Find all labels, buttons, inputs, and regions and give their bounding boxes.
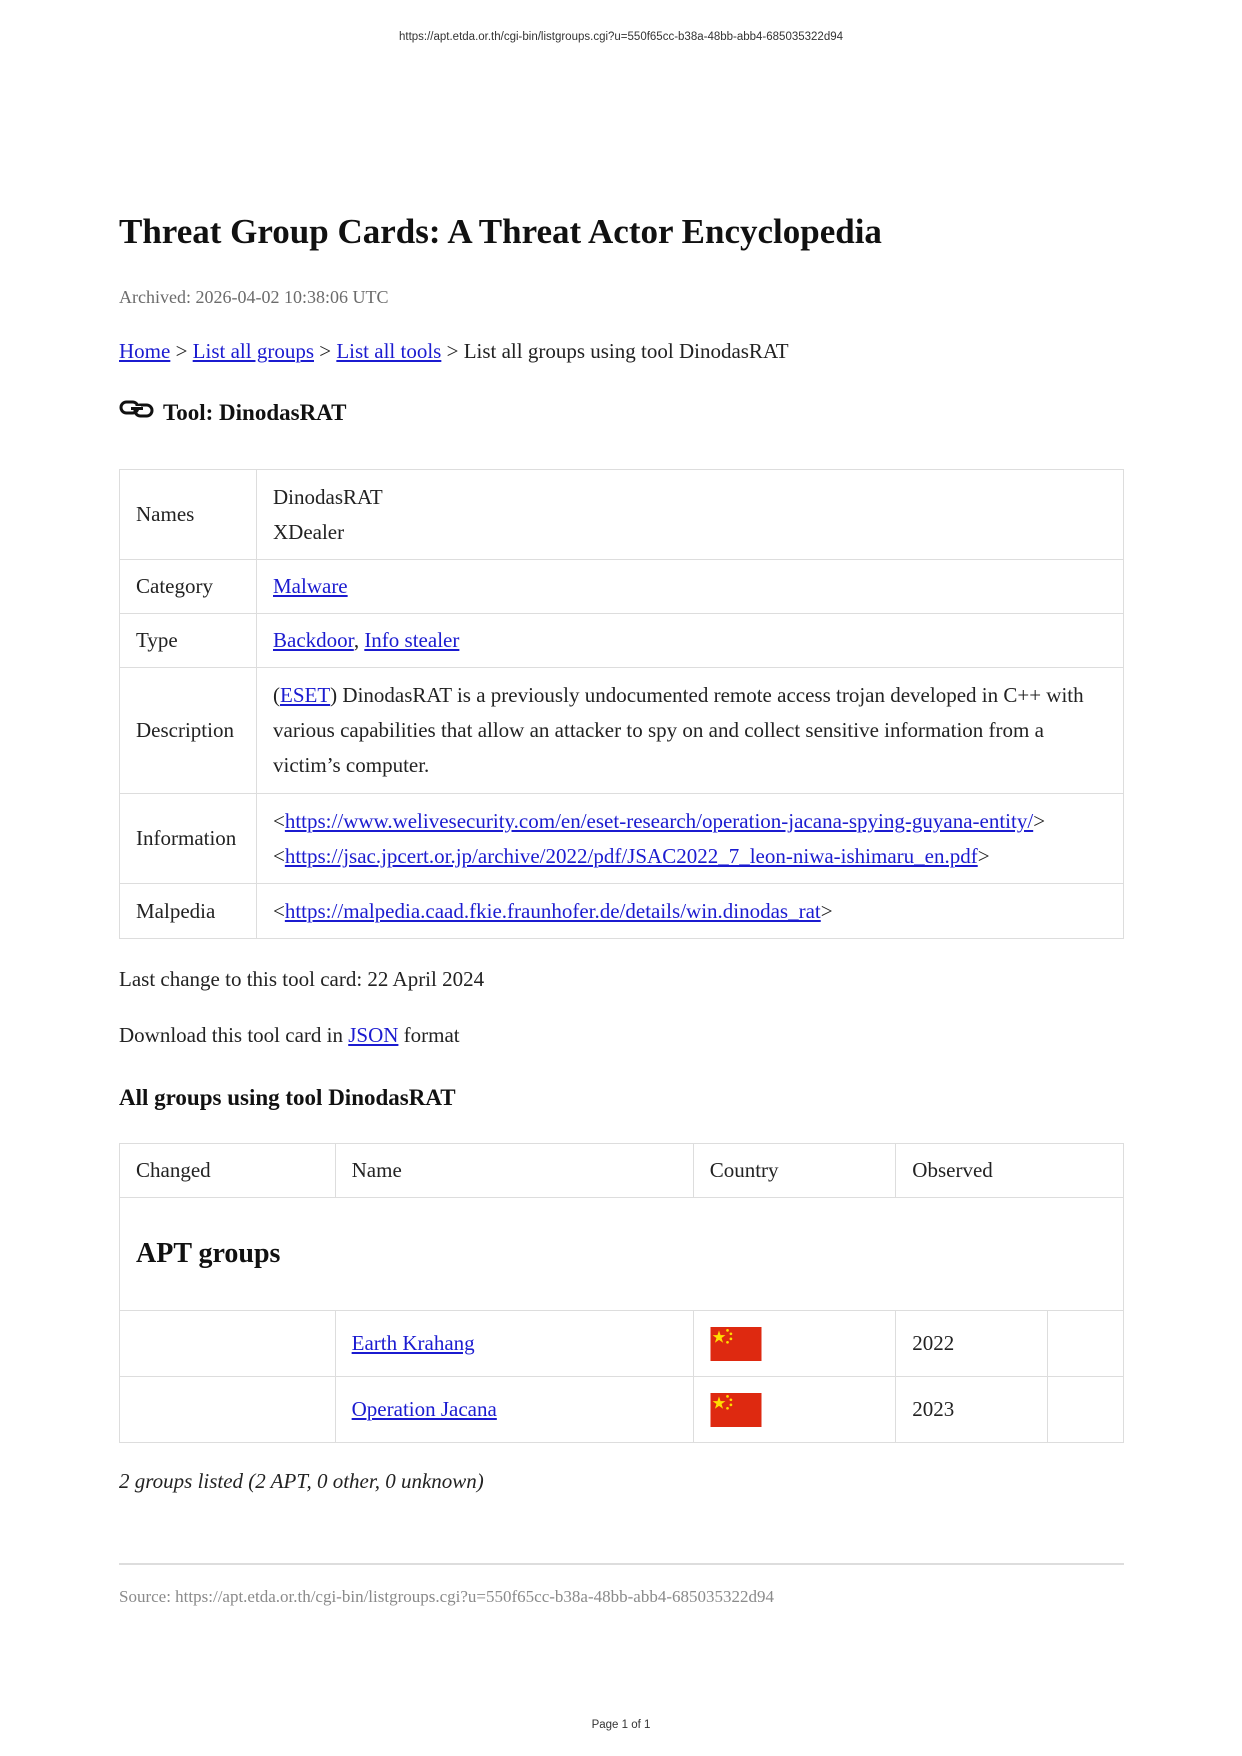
china-flag-icon [710,1327,762,1361]
table-row [120,614,1124,668]
json-download-link[interactable]: JSON [348,1023,399,1047]
column-header-country: Country [693,1144,896,1198]
breadcrumb-separator: > [441,339,464,363]
china-flag-icon [710,1393,762,1427]
changed-cell [120,1311,336,1377]
description-label: Description [120,668,257,794]
table-row [120,884,1124,939]
table-row [120,668,1124,794]
category-value [257,560,1124,614]
country-cell [693,1311,896,1377]
information-label: Information [120,794,257,884]
malpedia-value: <https://malpedia.caad.fkie.fraunhofer.de/details/win.dinodas_rat> [257,884,1124,939]
malpedia-link[interactable]: https://malpedia.caad.fkie.fraunhofer.de/details/win.dinodas_rat [284,898,821,923]
table-header-row [120,1144,1124,1198]
changed-cell [120,1377,336,1443]
print-header-url: https://apt.etda.or.th/cgi-bin/listgroups.cgi?u=550f65cc-b38a-48bb-abb4-685035322d94 [398,31,844,43]
description-source-link[interactable]: ESET [280,683,331,707]
table-row [120,560,1124,614]
column-header-observed: Observed [896,1144,1124,1198]
country-cell [693,1377,896,1443]
section-title-apt-groups: APT groups [120,1198,1124,1311]
tool-heading-text: Tool: DinodasRAT [163,400,347,425]
table-row [120,794,1124,884]
table-row [120,470,1124,560]
information-value: <https://www.welivesecurity.com/en/eset-research/operation-jacana-spying-guyana-entity/> <https://jsac.jpcert.or.jp/archive/2022/pdf/JSAC2022_7_leon-niwa-ishimaru_en.pdf> [257,794,1124,884]
description-text: DinodasRAT is a previously undocumented remote access trojan developed in C++ with various capabilities that allow an attacker to spy on and collect sensitive information from a victim’s computer. [273,683,1084,777]
breadcrumb-separator: > [170,339,193,363]
tool-name: DinodasRAT [273,484,383,509]
source-url: Source: https://apt.etda.or.th/cgi-bin/listgroups.cgi?u=550f65cc-b38a-48bb-abb4-685035322d94 [119,1587,774,1606]
download-prefix: Download this tool card in [119,1023,349,1047]
breadcrumb-current: List all groups using tool DinodasRAT [463,339,789,363]
tool-name: XDealer [273,519,345,544]
table-row [120,1377,1124,1443]
information-link[interactable]: https://www.welivesecurity.com/en/eset-research/operation-jacana-spying-guyana-entity/ [284,808,1034,833]
breadcrumb-separator: > [314,339,337,363]
breadcrumb-list-tools-link[interactable]: List all tools [336,339,442,363]
download-line [119,1023,460,1048]
type-label: Type [120,614,257,668]
last-change-text: Last change to this tool card: 22 April 2024 [119,967,485,991]
page-title: Threat Group Cards: A Threat Actor Encyclopedia [119,212,882,251]
tool-heading [119,400,346,426]
type-separator: , [353,628,365,652]
breadcrumb [119,339,789,364]
table-section-row [120,1198,1124,1311]
type-link-backdoor[interactable]: Backdoor [273,628,354,652]
information-link[interactable]: https://jsac.jpcert.or.jp/archive/2022/pdf/JSAC2022_7_leon-niwa-ishimaru_en.pdf [284,843,978,868]
type-value [257,614,1124,668]
names-label: Names [120,470,257,560]
category-link[interactable]: Malware [273,574,348,598]
divider [119,1563,1124,1565]
type-link-info-stealer[interactable]: Info stealer [364,628,460,652]
groups-summary: 2 groups listed (2 APT, 0 other, 0 unknown) [119,1469,484,1493]
column-header-changed: Changed [120,1144,336,1198]
table-row [120,1311,1124,1377]
breadcrumb-home-link[interactable]: Home [119,339,171,363]
description-value: (ESET) DinodasRAT is a previously undocumented remote access trojan developed in C++ with various capabilities that allow an attacker to spy on and collect sensitive information from a victim’s computer. [257,668,1124,794]
groups-heading: All groups using tool DinodasRAT [119,1085,456,1110]
group-link[interactable]: Operation Jacana [351,1397,497,1421]
empty-cell [1047,1311,1123,1377]
malpedia-label: Malpedia [120,884,257,939]
breadcrumb-list-groups-link[interactable]: List all groups [192,339,314,363]
link-icon [119,398,155,420]
column-header-name: Name [335,1144,693,1198]
download-suffix: format [398,1023,460,1047]
page-number: Page 1 of 1 [591,1719,651,1731]
empty-cell [1047,1377,1123,1443]
archived-timestamp: Archived: 2026-04-02 10:38:06 UTC [119,287,389,307]
groups-table [119,1143,1124,1443]
observed-cell: 2023 [896,1377,1047,1443]
tool-info-table [119,469,1124,939]
observed-cell: 2022 [896,1311,1047,1377]
name-cell [335,1311,693,1377]
name-cell [335,1377,693,1443]
group-link[interactable]: Earth Krahang [351,1331,475,1355]
names-value [257,470,1124,560]
category-label: Category [120,560,257,614]
